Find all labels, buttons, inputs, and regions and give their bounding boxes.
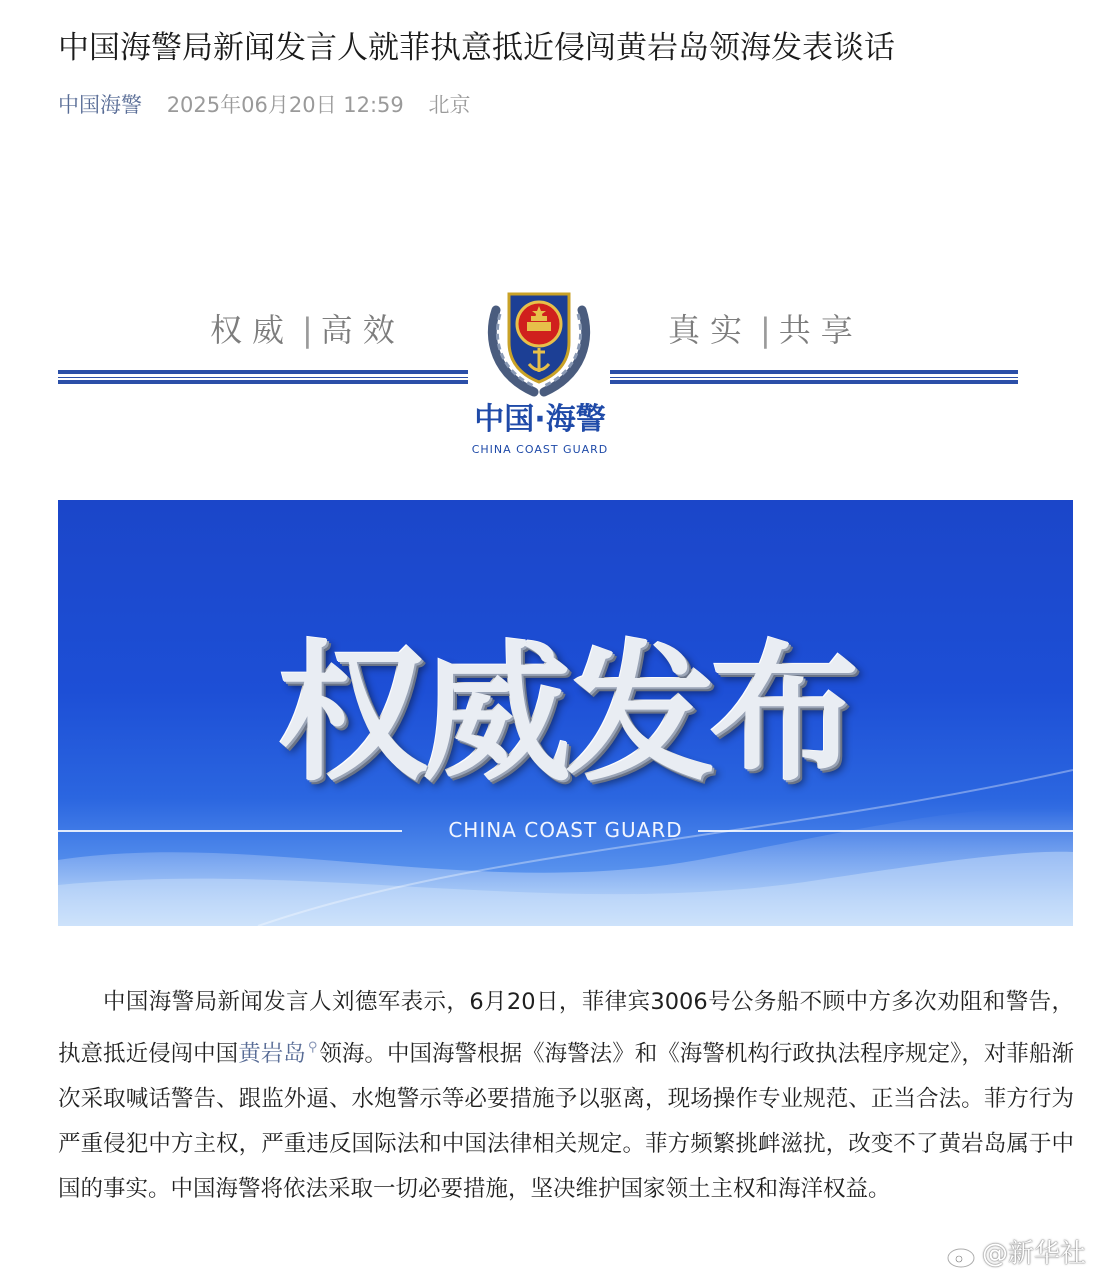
org-name-en: CHINA COAST GUARD (471, 443, 609, 456)
coast-guard-emblem-icon (482, 280, 596, 402)
search-icon[interactable]: ⚲ (307, 1040, 318, 1055)
poster-title: 权威发布 (277, 628, 854, 802)
watermark (946, 1238, 1086, 1270)
motto-right-1: 真实 (668, 311, 753, 349)
motto-separator: | (302, 311, 313, 349)
org-name-cn: 中国·海警 (474, 402, 606, 437)
weibo-icon (946, 1241, 980, 1269)
publish-location: 北京 (428, 93, 471, 117)
body-text-1: 中国海警局新闻发言人刘德军表示，6月20日，菲律宾3006号公务船不顾中方多次劝阻和警告，执意抵近侵闯中国 (58, 989, 1074, 1067)
article-meta (58, 90, 470, 120)
banner-bar-left (58, 370, 468, 384)
motto-left-2: 高效 (320, 311, 405, 349)
article-title: 中国海警局新闻发言人就菲执意抵近侵闯黄岩岛领海发表谈话 (58, 30, 895, 66)
motto-left (210, 310, 405, 350)
author-link[interactable]: 中国海警 (58, 93, 142, 117)
banner-bar-right (610, 370, 1018, 384)
poster-subtitle: CHINA COAST GUARD (448, 818, 683, 842)
announcement-poster (58, 500, 1073, 926)
publish-date: 2025年06月20日 12:59 (166, 93, 404, 117)
huangyan-island-link[interactable]: 黄岩岛 (238, 1041, 306, 1067)
motto-right-2: 共享 (778, 311, 863, 349)
motto-left-1: 权威 (210, 311, 295, 349)
article-body (58, 980, 1074, 1212)
watermark-text: @新华社 (982, 1239, 1087, 1269)
motto-right (668, 310, 863, 350)
body-text-2: 领海。中国海警根据《海警法》和《海警机构行政执法程序规定》，对菲船渐次采取喊话警告、跟监外逼、水炮警示等必要措施予以驱离，现场操作专业规范、正当合法。菲方行为严重侵犯中方主权，严重违反国际法和中国法律相关规定。菲方频繁挑衅滋扰，改变不了黄岩岛属于中国的事实。中国海警将依法采取一切必要措施，坚决维护国家领土主权和海洋权益。 (58, 1041, 1074, 1202)
coast-guard-banner (0, 260, 1120, 470)
motto-separator: | (760, 311, 771, 349)
